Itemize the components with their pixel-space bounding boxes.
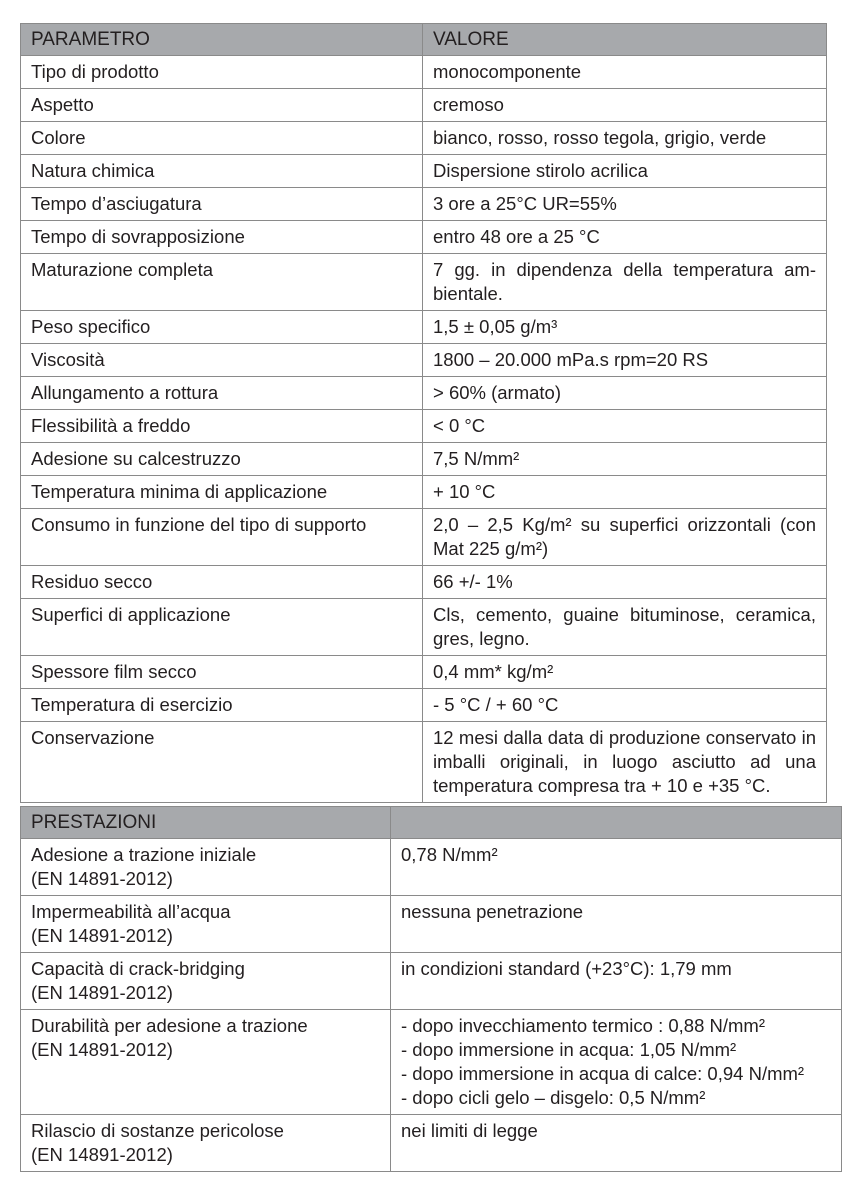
- parameter-value: 1,5 ± 0,05 g/m³: [423, 311, 827, 344]
- parameter-value: 3 ore a 25°C UR=55%: [423, 188, 827, 221]
- parameter-name: Tempo di sovrapposizione: [21, 221, 423, 254]
- parameter-value: entro 48 ore a 25 °C: [423, 221, 827, 254]
- table-row: [21, 344, 827, 377]
- parameters-header-row: [21, 24, 827, 56]
- performance-value-cell: [391, 839, 842, 896]
- performance-value-cell: [391, 1115, 842, 1172]
- table-row: [21, 689, 827, 722]
- table-row: [21, 476, 827, 509]
- performance-name-cell: [21, 1115, 391, 1172]
- performance-value-cell: [391, 953, 842, 1010]
- parameter-value: 1800 – 20.000 mPa.s rpm=20 RS: [423, 344, 827, 377]
- parameter-name: Conservazione: [21, 722, 423, 803]
- performance-name: Rilascio di sostanze pericolose: [31, 1120, 284, 1141]
- parameter-name: Temperatura minima di applicazione: [21, 476, 423, 509]
- performance-norm: (EN 14891-2012): [31, 868, 173, 889]
- parameter-name: Residuo secco: [21, 566, 423, 599]
- performance-value: - dopo invecchiamento termico : 0,88 N/mm²: [401, 1015, 765, 1036]
- parameter-name: Colore: [21, 122, 423, 155]
- parameter-value: 2,0 – 2,5 Kg/m² su superfici orizzontali (con Mat 225 g/m²): [423, 509, 827, 566]
- performance-norm: (EN 14891-2012): [31, 982, 173, 1003]
- parameters-body: [21, 56, 827, 803]
- parameter-name: Aspetto: [21, 89, 423, 122]
- performance-header-row: [21, 807, 842, 839]
- header-valore: VALORE: [423, 24, 827, 56]
- performance-value: 0,78 N/mm²: [401, 844, 498, 865]
- table-row: [21, 377, 827, 410]
- parameter-value: < 0 °C: [423, 410, 827, 443]
- performance-value: nei limiti di legge: [401, 1120, 538, 1141]
- parameter-name: Allungamento a rottura: [21, 377, 423, 410]
- parameter-name: Superfici di applicazione: [21, 599, 423, 656]
- performance-table: [20, 806, 842, 1172]
- parameter-value: cremoso: [423, 89, 827, 122]
- parameter-value: 7 gg. in dipendenza della temperatura am-bientale.: [423, 254, 827, 311]
- performance-value: - dopo immersione in acqua: 1,05 N/mm²: [401, 1039, 737, 1060]
- performance-value: nessuna penetrazione: [401, 901, 584, 922]
- table-row: [21, 254, 827, 311]
- table-row: [21, 1010, 842, 1115]
- performance-value: in condizioni standard (+23°C): 1,79 mm: [401, 958, 732, 979]
- table-row: [21, 410, 827, 443]
- table-row: [21, 188, 827, 221]
- header-prestazioni: PRESTAZIONI: [21, 807, 391, 839]
- parameter-name: Tempo d’asciugatura: [21, 188, 423, 221]
- performance-body: [21, 839, 842, 1172]
- parameter-value: Cls, cemento, guaine bituminose, ceramica, gres, legno.: [423, 599, 827, 656]
- table-row: [21, 56, 827, 89]
- performance-name: Adesione a trazione iniziale: [31, 844, 257, 865]
- parameter-value: - 5 °C / + 60 °C: [423, 689, 827, 722]
- parameter-value: 66 +/- 1%: [423, 566, 827, 599]
- performance-norm: (EN 14891-2012): [31, 1039, 173, 1060]
- performance-value-cell: [391, 1010, 842, 1115]
- parameter-name: Spessore film secco: [21, 656, 423, 689]
- table-row: [21, 953, 842, 1010]
- performance-name: Capacità di crack-bridging: [31, 958, 245, 979]
- parameter-name: Temperatura di esercizio: [21, 689, 423, 722]
- header-empty: [391, 807, 842, 839]
- parameter-value: + 10 °C: [423, 476, 827, 509]
- performance-norm: (EN 14891-2012): [31, 925, 173, 946]
- table-row: [21, 155, 827, 188]
- parameter-name: Peso specifico: [21, 311, 423, 344]
- table-row: [21, 1115, 842, 1172]
- parameter-name: Adesione su calcestruzzo: [21, 443, 423, 476]
- performance-name-cell: [21, 839, 391, 896]
- parameter-name: Natura chimica: [21, 155, 423, 188]
- parameter-name: Viscosità: [21, 344, 423, 377]
- table-row: [21, 89, 827, 122]
- table-row: [21, 443, 827, 476]
- parameter-value: 0,4 mm* kg/m²: [423, 656, 827, 689]
- parameter-name: Consumo in funzione del tipo di supporto: [21, 509, 423, 566]
- table-row: [21, 311, 827, 344]
- table-row: [21, 656, 827, 689]
- performance-value-cell: [391, 896, 842, 953]
- parameter-value: monocomponente: [423, 56, 827, 89]
- parameter-name: Flessibilità a freddo: [21, 410, 423, 443]
- performance-name: Durabilità per adesione a trazione: [31, 1015, 308, 1036]
- performance-value: - dopo cicli gelo – disgelo: 0,5 N/mm²: [401, 1087, 706, 1108]
- performance-value: - dopo immersione in acqua di calce: 0,94 N/mm²: [401, 1063, 805, 1084]
- table-row: [21, 509, 827, 566]
- parameters-table: [20, 23, 827, 803]
- parameter-value: Dispersione stirolo acrilica: [423, 155, 827, 188]
- performance-name-cell: [21, 1010, 391, 1115]
- performance-name-cell: [21, 953, 391, 1010]
- header-parametro: PARAMETRO: [21, 24, 423, 56]
- table-row: [21, 566, 827, 599]
- table-row: [21, 122, 827, 155]
- parameter-name: Maturazione completa: [21, 254, 423, 311]
- parameter-value: bianco, rosso, rosso tegola, grigio, verde: [423, 122, 827, 155]
- table-row: [21, 896, 842, 953]
- performance-name: Impermeabilità all’acqua: [31, 901, 231, 922]
- table-row: [21, 722, 827, 803]
- parameter-value: > 60% (armato): [423, 377, 827, 410]
- parameter-value: 7,5 N/mm²: [423, 443, 827, 476]
- parameter-value: 12 mesi dalla data di produzione conservato in imballi originali, in luogo asciutto ad una temperatura compresa tra + 10 e +35 °C.: [423, 722, 827, 803]
- table-row: [21, 839, 842, 896]
- table-row: [21, 599, 827, 656]
- parameter-name: Tipo di prodotto: [21, 56, 423, 89]
- table-row: [21, 221, 827, 254]
- performance-name-cell: [21, 896, 391, 953]
- performance-norm: (EN 14891-2012): [31, 1144, 173, 1165]
